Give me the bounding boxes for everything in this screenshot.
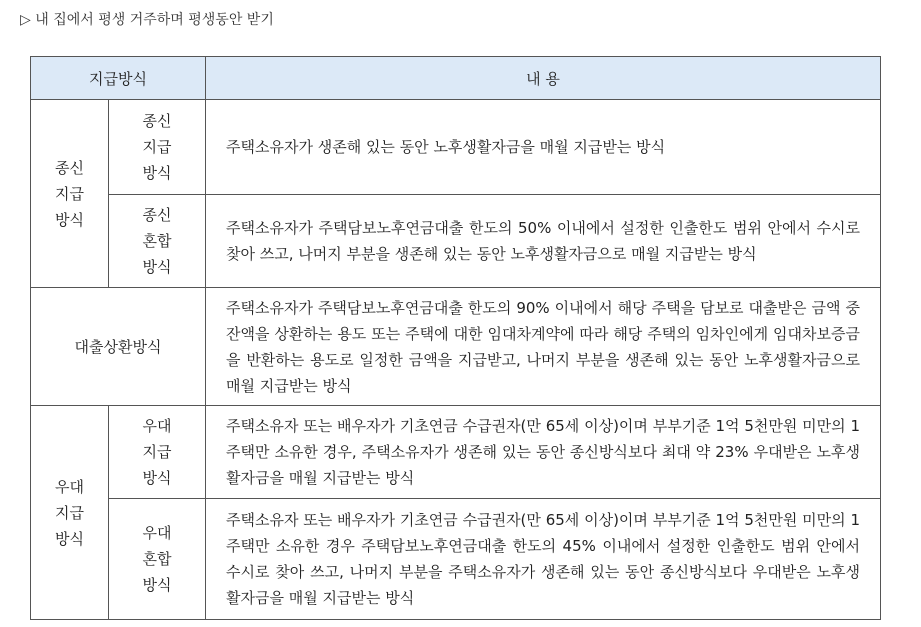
subtype-label: 우대 <box>142 524 172 542</box>
subtype-preferential-payment <box>109 406 206 499</box>
subtype-lifetime-payment <box>109 100 206 195</box>
table-header-row <box>31 57 881 100</box>
description-cell: 주택소유자가 주택담보노후연금대출 한도의 90% 이내에서 해당 주택을 담보로 대출받은 금액 중 잔액을 상환하는 용도 또는 주택에 대한 임대차계약에 따라 해당 주택의 임차인에게 임대차보증금을 반환하는 용도로 일정한 금액을 지급받고, 나머지 부분을 생존해 있는 동안 노후생활자금으로 매월 지급받는 방식 <box>206 288 881 406</box>
category-lifetime <box>31 100 109 288</box>
subtype-label: 지급 <box>142 138 172 156</box>
header-content: 내 용 <box>206 57 881 100</box>
table-row <box>31 499 881 620</box>
category-label: 방식 <box>55 210 84 229</box>
description-cell: 주택소유자가 생존해 있는 동안 노후생활자금을 매월 지급받는 방식 <box>206 100 881 195</box>
category-label: 우대 <box>55 477 84 496</box>
subtype-label: 방식 <box>142 258 172 276</box>
subtype-label: 우대 <box>142 417 172 435</box>
description-cell: 주택소유자 또는 배우자가 기초연금 수급권자(만 65세 이상)이며 부부기준 1억 5천만원 미만의 1주택만 소유한 경우, 주택소유자가 생존해 있는 동안 종신방식보다 최대 약 23% 우대받은 노후생활자금을 매월 지급받는 방식 <box>206 406 881 499</box>
subtype-label: 혼합 <box>142 232 172 250</box>
table-row <box>31 406 881 499</box>
header-payment-method: 지급방식 <box>31 57 206 100</box>
subtype-lifetime-mixed <box>109 195 206 288</box>
table-row <box>31 100 881 195</box>
section-heading: ▷ 내 집에서 평생 거주하며 평생동안 받기 <box>20 12 274 28</box>
subtype-label: 종신 <box>142 206 172 224</box>
category-loan-repayment <box>31 288 206 406</box>
subtype-label: 종신 <box>142 112 172 130</box>
table-row <box>31 288 881 406</box>
category-label: 대출상환방식 <box>74 337 162 356</box>
category-preferential <box>31 406 109 620</box>
subtype-label: 방식 <box>142 164 172 182</box>
payment-method-table <box>30 56 881 620</box>
subtype-preferential-mixed <box>109 499 206 620</box>
description-cell: 주택소유자 또는 배우자가 기초연금 수급권자(만 65세 이상)이며 부부기준 1억 5천만원 미만의 1주택만 소유한 경우 주택담보노후연금대출 한도의 45% 이내에서 설정한 인출한도 범위 안에서 수시로 찾아 쓰고, 나머지 부분을 주택소유자가 생존해 있는 동안 종신방식보다 우대받은 노후생활자금을 매월 지급받는 방식 <box>206 499 881 620</box>
category-label: 방식 <box>55 529 84 548</box>
description-cell: 주택소유자가 주택담보노후연금대출 한도의 50% 이내에서 설정한 인출한도 범위 안에서 수시로 찾아 쓰고, 나머지 부분을 생존해 있는 동안 노후생활자금으로 매월 지급받는 방식 <box>206 195 881 288</box>
subtype-label: 혼합 <box>142 550 172 568</box>
subtype-label: 방식 <box>142 469 172 487</box>
category-label: 지급 <box>55 503 84 522</box>
table-row <box>31 195 881 288</box>
category-label: 종신 <box>55 158 84 177</box>
subtype-label: 지급 <box>142 443 172 461</box>
subtype-label: 방식 <box>142 576 172 594</box>
category-label: 지급 <box>55 184 84 203</box>
